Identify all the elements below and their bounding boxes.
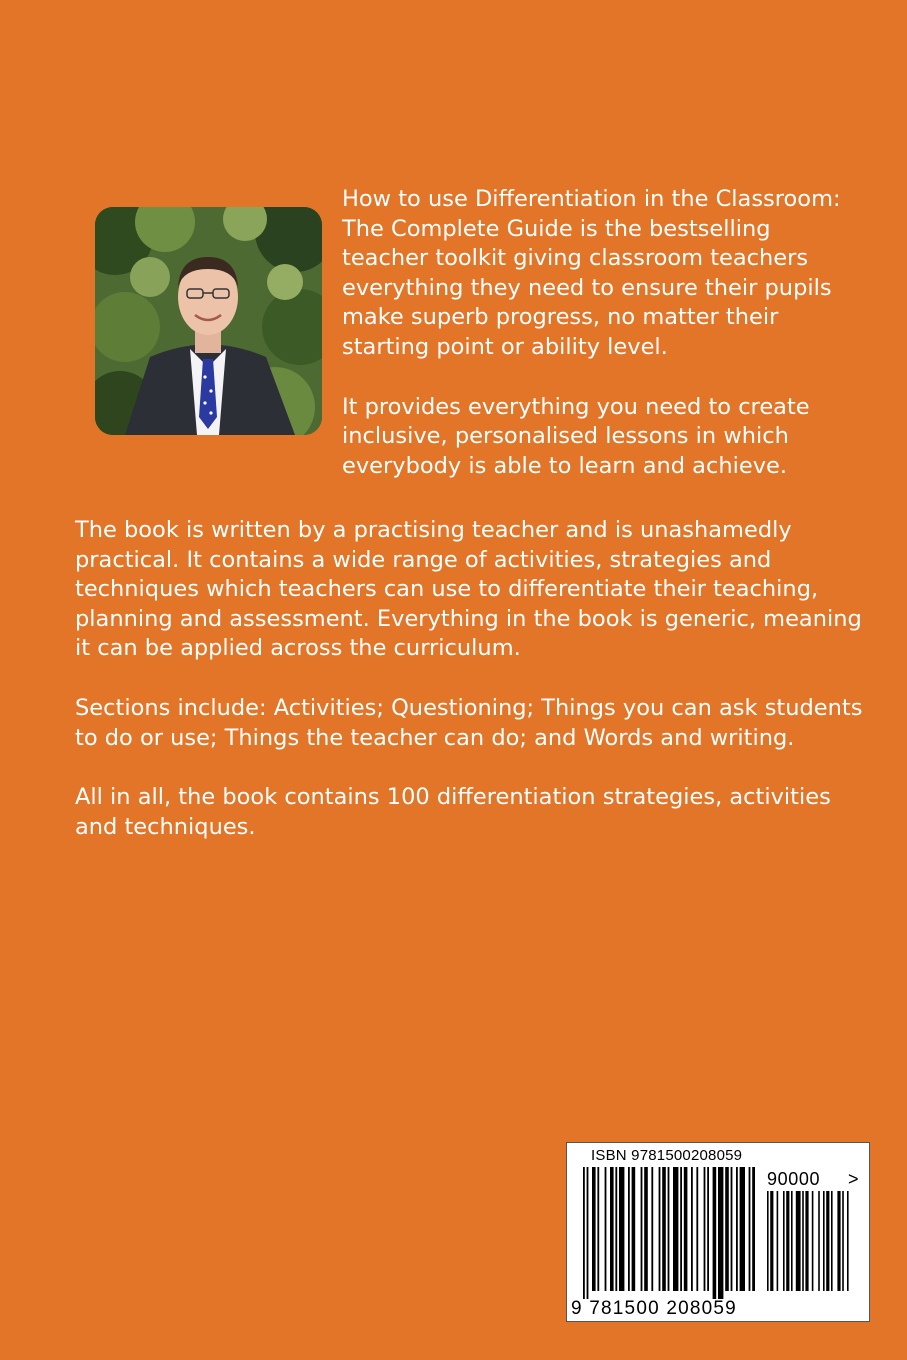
barcode-digits: 9 781500 208059 <box>571 1298 737 1319</box>
barcode-bar <box>736 1167 738 1291</box>
intro-paragraph: It provides everything you need to create inclusive, personalised lessons in which everybody is able to learn and achieve. <box>342 393 810 479</box>
author-portrait-image <box>95 207 322 435</box>
barcode-bar <box>641 1167 643 1291</box>
body-paragraph: Sections include: Activities; Questioning; Things you can ask students to do or use; Things the teacher can do; and Words and writing. <box>75 694 863 751</box>
barcode-bar <box>605 1167 607 1291</box>
barcode-bar <box>718 1167 723 1299</box>
barcode-bar <box>740 1167 745 1291</box>
barcode-bar <box>696 1167 698 1291</box>
body-paragraph: All in all, the book contains 100 differentiation strategies, activities and techniques. <box>75 784 831 840</box>
barcode-bar <box>731 1167 733 1291</box>
barcode-bar <box>628 1167 630 1291</box>
barcode-bar <box>826 1191 829 1291</box>
description-text <box>75 516 875 842</box>
barcode-bar <box>615 1167 617 1291</box>
barcode-bar <box>786 1191 789 1291</box>
barcode-bar <box>632 1167 636 1291</box>
barcode-bar <box>783 1191 785 1291</box>
barcode-bar <box>587 1167 589 1299</box>
barcode-bar <box>818 1191 820 1291</box>
barcode-bar <box>668 1167 670 1291</box>
barcode-bar <box>704 1167 706 1291</box>
barcode-bar <box>777 1191 779 1291</box>
body-paragraph: The book is written by a practising teacher and is unashamedly practical. It contains a wide range of activities, strategies and techniques which teachers can use to differentiate their teaching, planning and assessment. Everything in the book is generic, meaning it can be applied across the curriculum. <box>75 517 862 662</box>
barcode-bar <box>610 1167 614 1291</box>
barcode-addon-bars <box>767 1191 849 1299</box>
isbn-barcode <box>566 1142 870 1322</box>
barcode-bars <box>583 1167 755 1299</box>
barcode-bar <box>791 1191 793 1291</box>
intro-paragraph: How to use Differentiation in the Classroom: The Complete Guide is the bestselling teacher toolkit giving classroom teachers everything they need to ensure their pupils make superb progress, no matter their starting point or ability level. <box>342 186 841 360</box>
barcode-bar <box>619 1167 624 1291</box>
barcode-bar <box>707 1167 709 1291</box>
barcode-bar <box>831 1191 833 1291</box>
barcode-bar <box>805 1191 808 1291</box>
barcode-bar <box>770 1191 773 1291</box>
barcode-bar <box>659 1167 661 1291</box>
barcode-bar <box>684 1167 688 1291</box>
barcode-bar <box>767 1191 769 1291</box>
price-arrow: > <box>848 1169 859 1189</box>
barcode-bar <box>749 1167 751 1291</box>
barcode-bar <box>752 1167 755 1291</box>
barcode-bar <box>651 1167 653 1291</box>
barcode-bar <box>812 1191 814 1291</box>
barcode-bar <box>691 1167 693 1291</box>
barcode-bar <box>673 1167 678 1291</box>
barcode-bar <box>662 1167 666 1291</box>
author-photo <box>95 207 322 435</box>
barcode-bar <box>725 1167 729 1291</box>
barcode-bar <box>644 1167 648 1291</box>
barcode-bar <box>842 1191 844 1291</box>
barcode-bar <box>592 1167 596 1291</box>
barcode-bar <box>713 1167 717 1299</box>
barcode-bar <box>847 1191 849 1291</box>
barcode-bar <box>823 1191 825 1291</box>
barcode-bar <box>802 1191 804 1291</box>
price-code: 90000 <box>767 1169 821 1189</box>
barcode-bar <box>680 1167 682 1291</box>
isbn-label: ISBN 9781500208059 <box>591 1147 743 1164</box>
barcode-bar <box>583 1167 585 1299</box>
barcode-bar <box>796 1191 801 1291</box>
intro-text <box>342 185 862 481</box>
barcode-bar <box>837 1191 840 1291</box>
barcode-bar <box>597 1167 599 1291</box>
